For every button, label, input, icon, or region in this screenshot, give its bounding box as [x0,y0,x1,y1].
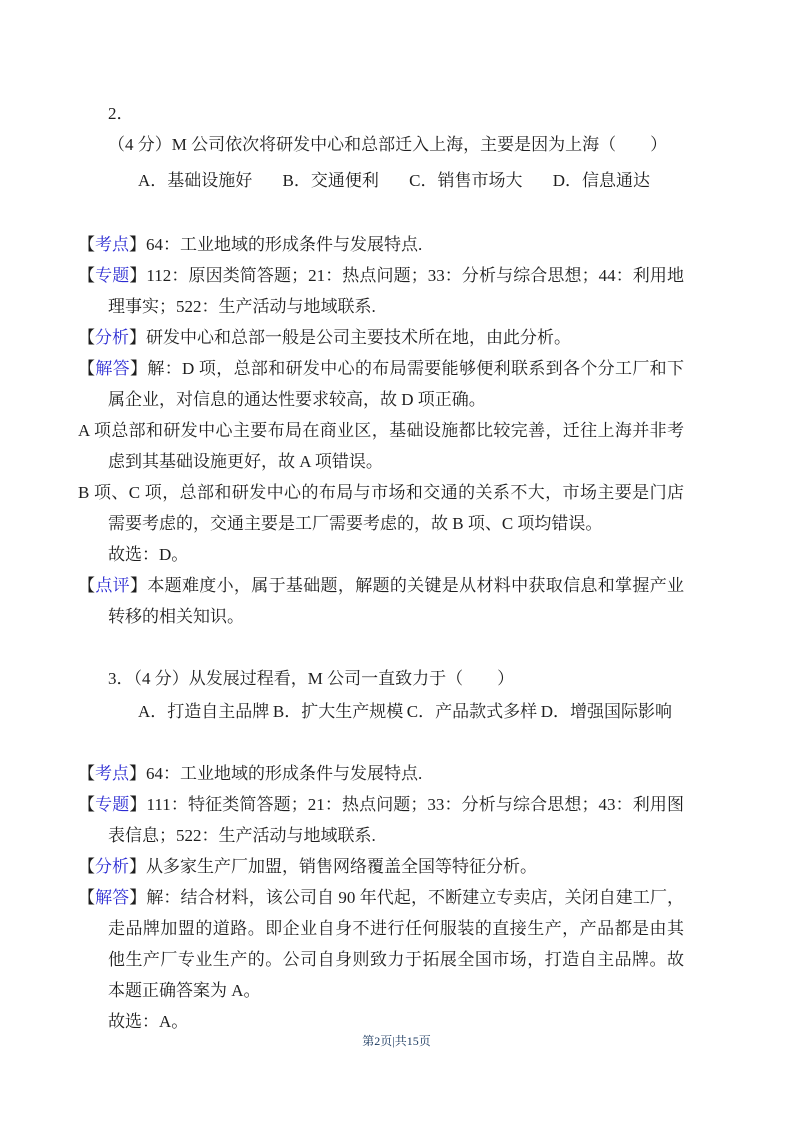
question-number: 2． [108,104,134,123]
question-2 [78,98,685,632]
explanation-paragraph-a [78,415,684,477]
bracket-close: 】 [129,328,146,347]
section-label-text: 点评 [95,576,130,595]
option-c: C．产品款式多样 [406,702,538,721]
page-footer [0,1033,793,1050]
bracket-close: 】 [129,764,146,783]
bracket-open: 【 [78,888,96,907]
question-number: 3． [108,669,134,688]
question-3 [78,663,685,1037]
section-text: 本题难度小，属于基础题，解题的关键是从材料中获取信息和掌握产业转移的相关知识。 [108,576,685,626]
bracket-close: 】 [129,795,147,814]
section-label-text: 解答 [95,888,130,907]
bracket-open: 【 [78,328,95,347]
options-row [138,696,672,727]
section-text: 64：工业地域的形成条件与发展特点. [146,235,423,254]
document-content [78,98,685,1037]
option-d: D．增强国际影响 [540,702,672,721]
section-text: 64：工业地域的形成条件与发展特点. [146,764,423,783]
options-row [138,165,650,196]
bracket-open: 【 [78,764,95,783]
bracket-open: 【 [78,235,95,254]
section-fenxi [78,851,684,882]
section-text: 研发中心和总部一般是公司主要技术所在地，由此分析。 [146,328,571,347]
question-stem: （4 分）从发展过程看，M 公司一直致力于（ ） [133,669,515,688]
bracket-open: 【 [78,576,96,595]
bracket-open: 【 [78,359,96,378]
section-label-text: 解答 [95,359,131,378]
question-stem-line [108,98,684,160]
section-zhuanti [78,260,685,322]
section-text: 解：D 项，总部和研发中心的布局需要能够便利联系到各个分工厂和下属企业，对信息的通达性要求较高，故 D 项正确。 [108,359,685,409]
section-label-text: 考点 [95,235,129,254]
option-d: D．信息通达 [552,171,650,190]
bracket-close: 】 [129,576,148,595]
section-label-text: 分析 [95,857,129,876]
section-text: 解：结合材料，该公司自 90 年代起，不断建立专卖店，关闭自建工厂，走品牌加盟的道路。即企业自身不进行任何服装的直接生产，产品都是由其他生产厂专业生产的。公司自身则致力于拓展全国市场，打造自主品牌。故本题正确答案为 A。 [108,888,685,1000]
section-jieda [78,882,685,1006]
section-kaodian [78,229,684,260]
section-dianping [78,570,685,632]
bracket-open: 【 [78,857,95,876]
bracket-close: 】 [129,235,146,254]
bracket-close: 】 [129,857,146,876]
section-label-text: 考点 [95,764,129,783]
question-stem-line [108,663,684,694]
page-indicator: 第2页|共15页 [362,1034,431,1048]
option-b: B．交通便利 [282,171,379,190]
explanation-paragraph-bc [78,477,684,539]
answer-text: 故选：A。 [108,1012,189,1031]
option-a: A．基础设施好 [138,171,253,190]
bracket-open: 【 [78,266,96,285]
section-text: 111：特征类简答题；21：热点问题；33：分析与综合思想；43：利用图表信息；522：生产活动与地域联系. [108,795,685,845]
question-stem: （4 分）M 公司依次将研发中心和总部迁入上海，主要是因为上海（ ） [108,135,668,154]
section-text: 从多家生产厂加盟，销售网络覆盖全国等特征分析。 [146,857,537,876]
section-label-text: 专题 [95,795,130,814]
section-jieda [78,353,685,415]
section-label-text: 专题 [95,266,130,285]
section-label-text: 分析 [95,328,129,347]
answer-text: 故选：D。 [108,545,189,564]
section-fenxi [78,322,684,353]
section-kaodian [78,758,684,789]
paragraph-text: A 项总部和研发中心主要布局在商业区，基础设施都比较完善，迁往上海并非考虑到其基础设施更好，故 A 项错误。 [78,421,684,471]
option-b: B．扩大生产规模 [272,702,404,721]
option-c: C．销售市场大 [409,171,523,190]
paragraph-text: B 项、C 项，总部和研发中心的布局与市场和交通的关系不大，市场主要是门店需要考虑的，交通主要是工厂需要考虑的，故 B 项、C 项均错误。 [78,483,684,533]
section-zhuanti [78,789,685,851]
bracket-close: 】 [129,888,147,907]
answer-line [108,539,684,570]
bracket-close: 】 [129,266,147,285]
section-text: 112：原因类简答题；21：热点问题；33：分析与综合思想；44：利用地理事实；522：生产活动与地域联系. [108,266,685,316]
bracket-close: 】 [130,359,148,378]
option-a: A．打造自主品牌 [138,702,270,721]
bracket-open: 【 [78,795,96,814]
